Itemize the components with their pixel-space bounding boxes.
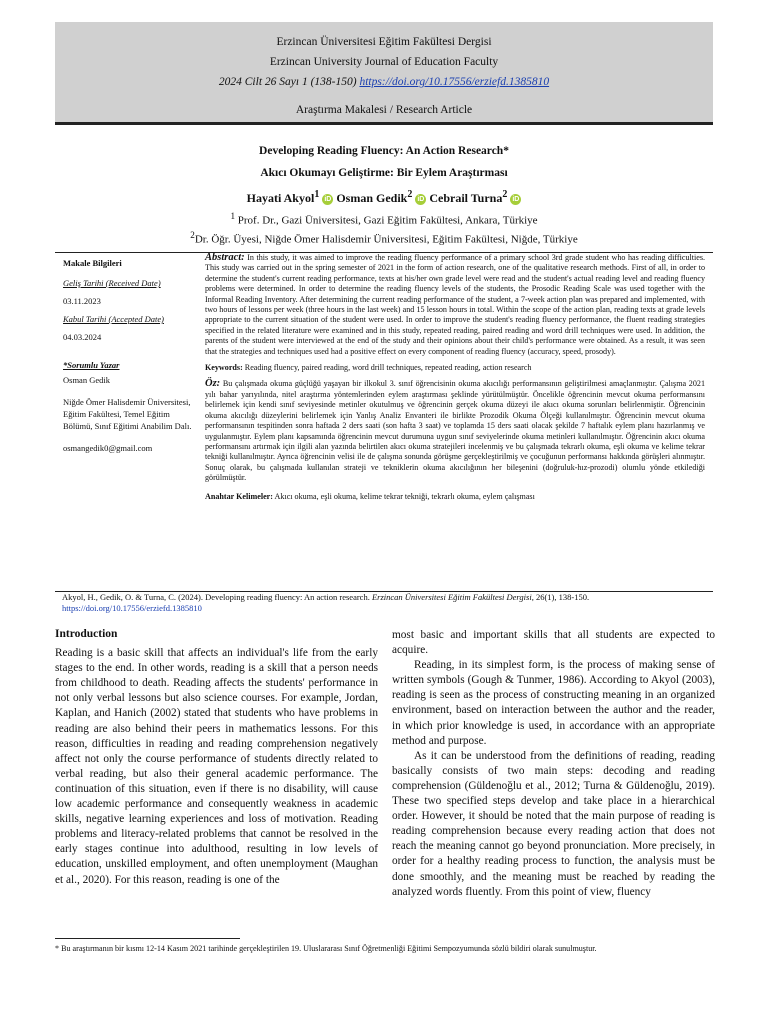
author-name: Osman Gedik: [336, 191, 408, 205]
affiliation-text: Dr. Öğr. Üyesi, Niğde Ömer Halisdemir Üniversitesi, Eğitim Fakültesi, Niğde, Türkiye: [194, 233, 578, 246]
affiliation: [55, 209, 713, 228]
title-en: Developing Reading Fluency: An Action Research*: [259, 145, 509, 157]
author-name: Cebrail Turna: [429, 191, 503, 205]
abstract-text: In this study, it was aimed to improve the reading fluency performance of a primary school 3rd grade student who has reading difficulties. This study was carried out in the spring semester of 2021 in the form of action research, one of the qualitative research methods. First of all, in order to determine the student's current reading performance, texts at his/her own grade level were read and the student's actual reading level and reading fluency problems were determined. In order to determine the reading fluency levels of the students, the Prosodic Reading Scale was used together with the Informal Reading Inventory. After determining the current reading performance of the student, a 7-week action plan was prepared and implemented, with two hours of lessons per week (three hours in the last week) and 15 lesson hours in total. Within the scope of the action plan, reading texts at grade levels appropriate to the current situation of the student were used. In order to improve the student's reading fluency performance, the fluent reading strategies specified in the related literature were examined and in this study, repeated reading, paired reading and word drill techniques were used. In addition, the parents of the student were interviewed at the end of the study and their opinions about their child's performance were obtained. As a result, it was seen that the strategies and techniques used had a positive effect on every component of reading fluency (accuracy, speed, prosody).: [205, 253, 706, 356]
orcid-icon[interactable]: iD: [512, 195, 520, 203]
abstract-tr: [205, 379, 705, 483]
abstract-label: Abstract:: [205, 252, 245, 263]
journal-name-en: Erzincan University Journal of Education Faculty: [269, 56, 499, 68]
citation-text: Akyol, H., Gedik, O. & Turna, C. (2024). Developing reading fluency: An action research.: [62, 592, 370, 602]
footnote-rule: [55, 938, 240, 939]
body-paragraph: Reading is a basic skill that affects an individual's life from the early stages to the end. In other words, reading is a skill that a person needs from childhood to death. Reading affects the students' performance in not only verbal lessons but also science courses. For example, Jordan, Kaplan, and Hanich (2002) stated that students who have problems in reading are also behind their peers in mathematics lessons. For this reason, difficulties in reading and reading comprehension negatively affect not only the course performance of students directly related to verbal reading, but also their general academic performance. The continuation of this situation, even if there is no disability, will cause low academic performance and consequently weakness in academic skills, negative learning experiences and loss of motivation. Reading problems and literacy-related problems that cannot be resolved in the early stages continue into adulthood, resulting in low levels of education, unskilled employment, and often unemployment (Maughan et al., 2020). For this reason, reading is one of the: [55, 647, 378, 886]
citation-volume: 26(1), 138-150.: [535, 592, 590, 602]
corresponding-name: Osman Gedik: [63, 375, 110, 385]
orcid-icon[interactable]: iD: [324, 195, 332, 203]
citation-doi-link[interactable]: https://doi.org/10.17556/erziefd.1385810: [62, 603, 202, 613]
received-date: 03.11.2023: [63, 296, 101, 306]
article-info-sidebar: [55, 253, 195, 591]
body-paragraph: most basic and important skills that all students are expected to acquire.: [392, 629, 715, 657]
author-name: Hayati Akyol: [246, 191, 315, 205]
header-doi-link[interactable]: https://doi.org/10.17556/erziefd.1385810: [359, 76, 550, 88]
corresponding-label: *Sorumlu Yazar: [63, 360, 120, 370]
corresponding-email[interactable]: osmangedik0@gmail.com: [63, 443, 153, 453]
article-info-box: [55, 252, 713, 592]
author-sup: 1: [314, 189, 320, 200]
author-list: [55, 184, 713, 209]
affiliation: [55, 228, 713, 247]
affiliation-sup: 2: [190, 229, 195, 240]
journal-header: [55, 22, 713, 125]
body-left-column: [55, 627, 378, 888]
footnote: * Bu araştırmanın bir kısmı 12-14 Kasım 2021 tarihinde gerçekleştirilen 19. Uluslararası Sınıf Öğretmenliği Eğitimi Sempozyumunda sözlü bildiri olarak sunulmuştur.: [55, 944, 597, 953]
oz-text: Bu çalışmada okuma güçlüğü yaşayan bir ilkokul 3. sınıf öğrencisinin okuma akıcılığı performansının geliştirilmesi amaçlanmıştır. Çalışma 2021 yılı bahar yarıyılında, nitel araştırma yöntemlerinden eylem araştırması şeklinde yürütülmüştür. Öncelikle öğrencinin mevcut okuma performansını belirlemek için kendi sınıf seviyesinde metinler okutulmuş ve öğrencinin gerçek okuma düzeyi ile akıcı okuma sorunları belirlenmiştir. Öğrencinin okuma akıcılığı düzeylerini belirlemek için Yanlış Analiz Envanteri ile birlikte Prozodik Okuma Ölçeği kullanılmıştır. Öğrencinin mevcut okuma performansının tespitinden sonra haftada 2 ders saati (son hafta 3 saat) ve toplamda 15 ders saati olacak şekilde 7 haftalık eylem planı hazırlanmış ve uygulanmıştır. Eylem planı kapsamında öğrencinin mevcut durumuna uygun sınıf seviyelerinde okuma metinleri kullanılmıştır. Öğrencinin akıcı okuma performansını artırmak için ilgili alan yazında belirtilen akıcı okuma stratejileri incelenmiş ve bu çalışmada tekrarlı okuma, eşli okuma ve kelime tekrar tekniği kullanılmıştır. Ayrıca öğrencinin velisi ile de çalışma sonunda görüşme gerçekleştirilmiş ve çocuğunun performansı hakkında görüşleri alınmıştır. Sonuç olarak, bu çalışmada kullanılan strateji ve tekniklerin okuma akıcılığının her bileşenini (doğruluk-hız-prozodi) olumlu yönde etkilediği görülmüştür.: [205, 379, 705, 483]
keywords-en: [205, 363, 705, 373]
article-info-heading: Makale Bilgileri: [63, 258, 122, 268]
keywords-text: Reading fluency, paired reading, word drill techniques, repeated reading, action research: [244, 363, 532, 373]
journal-name-tr: Erzincan Üniversitesi Eğitim Fakültesi Dergisi: [276, 36, 492, 48]
affiliation-text: Prof. Dr., Gazi Üniversitesi, Gazi Eğitim Fakültesi, Ankara, Türkiye: [237, 214, 538, 227]
accepted-date: 04.03.2024: [63, 332, 102, 342]
accepted-label: Kabul Tarihi (Accepted Date): [63, 314, 164, 324]
title-tr: Akıcı Okumayı Geliştirme: Bir Eylem Araştırması: [260, 167, 508, 179]
article-type: Araştırma Makalesi / Research Article: [295, 104, 473, 116]
issue-info: 2024 Cilt 26 Sayı 1 (138-150): [218, 76, 357, 88]
corresponding-affiliation: Niğde Ömer Halisdemir Üniversitesi, Eğitim Fakültesi, Temel Eğitim Bölümü, Sınıf Eğitimi Anabilim Dalı.: [63, 397, 192, 431]
affiliation-sup: 1: [230, 211, 236, 221]
intro-heading: Introduction: [55, 628, 118, 640]
anahtar-text: Akıcı okuma, eşli okuma, kelime tekrar tekniği, tekrarlı okuma, eylem çalışması: [274, 491, 535, 501]
title-block: [55, 140, 713, 246]
body-paragraph: Reading, in its simplest form, is the process of making sense of written symbols (Gough & Tunmer, 1986). According to Akyol (2003), reading is seen as the process of constructing meaning in an organized environment, based on interaction between the author and the reader, in which prior knowledge is used, in accordance with an appropriate method and purpose.: [392, 659, 715, 747]
abstract-en: [205, 253, 705, 357]
anahtar-label: Anahtar Kelimeler:: [205, 491, 273, 501]
issue-line: [55, 72, 713, 92]
keywords-tr: [205, 492, 705, 502]
oz-label: Öz:: [205, 378, 221, 390]
abstracts: [205, 253, 705, 591]
citation: [62, 592, 712, 614]
orcid-icon[interactable]: iD: [417, 195, 425, 203]
citation-journal: Erzincan Üniversitesi Eğitim Fakültesi Dergisi,: [371, 592, 534, 602]
author-sup: 2: [502, 189, 508, 200]
author-sup: 2: [407, 189, 413, 200]
body-right-column: [392, 628, 715, 900]
received-label: Geliş Tarihi (Received Date): [63, 278, 161, 288]
keywords-label: Keywords:: [205, 363, 243, 373]
body-paragraph: As it can be understood from the definitions of reading, reading basically consists of two main steps: decoding and reading comprehension (Güldenoğlu et al., 2012; Turna & Güldenoğlu, 2019). These two specified steps develop and take place in a hierarchical order. However, it should be noted that the main purpose of reading is reading comprehension because every reading action that does not reach the meaning cannot go beyond pronunciation. More precisely, in order for a healthy reading process to function, the analysis must be done smoothly, and the meaning must be reached by reading the analyzed words fluently. From this point of view, fluency: [392, 749, 715, 898]
